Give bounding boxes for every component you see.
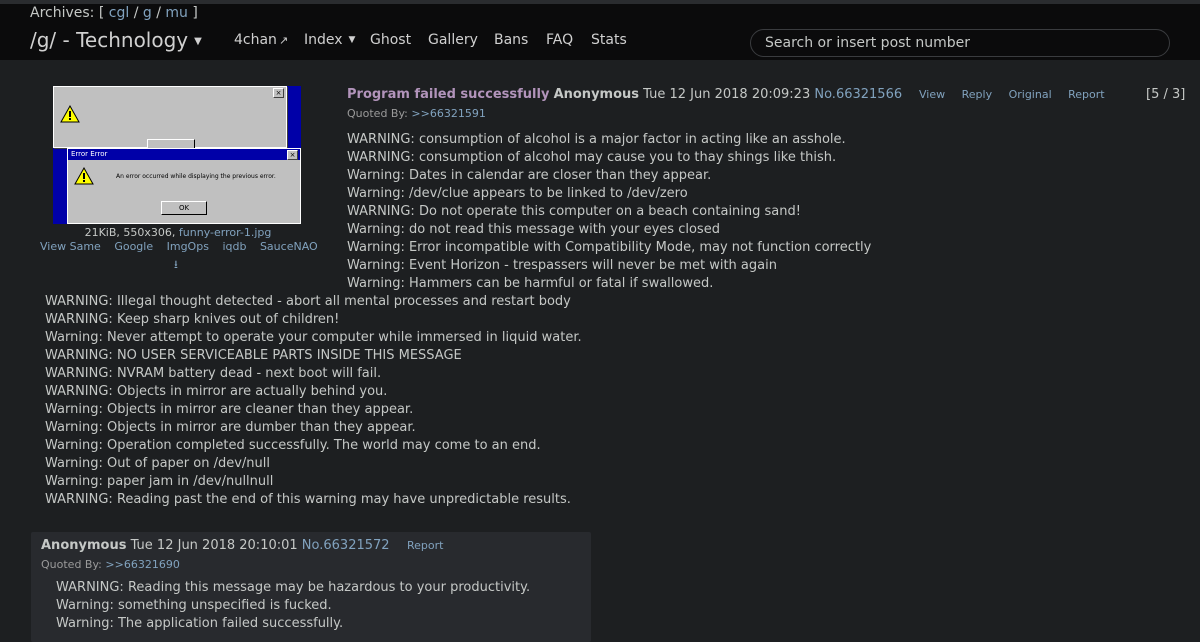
close-icon: × — [287, 150, 298, 160]
post-date: Tue 12 Jun 2018 20:10:01 — [130, 538, 298, 553]
post-subject: Program failed successfully — [347, 87, 550, 102]
message-line: Warning: Out of paper on /dev/null — [45, 456, 270, 471]
saucenao-link[interactable]: SauceNAO — [259, 240, 318, 253]
message-line: Warning: Operation completed successfully. The world may come to an end. — [45, 438, 541, 453]
search-input[interactable]: Search or insert post number — [750, 29, 1170, 57]
chevron-down-icon: ▼ — [194, 36, 202, 47]
nav-index[interactable]: Index ▼ — [304, 32, 356, 48]
download-icon[interactable]: ⭳ — [174, 258, 178, 271]
dialog-title: Error Error — [68, 149, 300, 160]
post-number-link[interactable]: No.66321566 — [814, 87, 903, 102]
quote-link[interactable]: >>66321591 — [411, 107, 486, 120]
nav-stats[interactable]: Stats — [591, 32, 627, 48]
imgops-link[interactable]: ImgOps — [166, 240, 209, 253]
quote-link[interactable]: >>66321690 — [105, 558, 180, 571]
nav-4chan[interactable]: 4chan ↗ — [234, 32, 289, 48]
report-button[interactable]: Report — [407, 539, 444, 552]
op-thumbnail[interactable] — [53, 86, 301, 224]
message-line: Warning: /dev/clue appears to be linked to /dev/zero — [347, 186, 688, 201]
message-line: Warning: Dates in calendar are closer than they appear. — [347, 168, 712, 183]
op-controls — [919, 88, 1118, 101]
nav-gallery[interactable]: Gallery — [428, 32, 478, 48]
nav-ghost[interactable]: Ghost — [370, 32, 412, 48]
op-message-bottom — [45, 293, 582, 509]
message-line: Warning: something unspecified is fucked. — [56, 598, 332, 613]
board-selector[interactable] — [30, 28, 202, 52]
warning-icon — [74, 167, 94, 185]
archives-prefix: Archives: [ — [30, 5, 105, 21]
file-info — [40, 226, 316, 239]
message-line: Warning: Objects in mirror are cleaner than they appear. — [45, 402, 414, 417]
original-button[interactable]: Original — [1008, 88, 1052, 101]
reply-counter: [5 / 3] — [1146, 87, 1186, 102]
op-header — [347, 87, 902, 102]
nav-bans[interactable]: Bans — [494, 32, 529, 48]
google-link[interactable]: Google — [114, 240, 154, 253]
reply-post — [31, 532, 591, 642]
warning-icon — [60, 105, 80, 123]
top-bar — [0, 0, 1200, 60]
reply-header — [41, 538, 390, 553]
reply-message — [56, 579, 530, 633]
view-same-link[interactable]: View Same — [40, 240, 101, 253]
message-line: WARNING: consumption of alcohol may cause you to thay shings like thish. — [347, 150, 837, 165]
iqdb-link[interactable]: iqdb — [222, 240, 247, 253]
message-line: Warning: paper jam in /dev/nullnull — [45, 474, 274, 489]
message-line: Warning: Event Horizon - trespassers will never be met with again — [347, 258, 777, 273]
archive-link-cgl[interactable]: cgl — [108, 5, 130, 21]
message-line: Warning: Never attempt to operate your computer while immersed in liquid water. — [45, 330, 582, 345]
file-name-link[interactable]: funny-error-1.jpg — [178, 226, 272, 239]
external-link-icon: ↗ — [278, 34, 289, 47]
message-line: Warning: Objects in mirror are dumber than they appear. — [45, 420, 416, 435]
op-message-top — [347, 131, 871, 293]
post-date: Tue 12 Jun 2018 20:09:23 — [643, 87, 811, 102]
message-line: Warning: do not read this message with your eyes closed — [347, 222, 720, 237]
quoted-by: Quoted By: >>66321690 — [41, 558, 180, 571]
image-search-links — [40, 240, 328, 253]
message-line: Warning: The application failed successfully. — [56, 616, 344, 631]
close-icon: × — [273, 88, 284, 98]
message-line: WARNING: Reading past the end of this warning may have unpredictable results. — [45, 492, 571, 507]
message-line: WARNING: Objects in mirror are actually behind you. — [45, 384, 388, 399]
poster-name: Anonymous — [41, 538, 127, 553]
archives-bar — [30, 5, 198, 21]
archive-sep: / — [133, 5, 139, 21]
file-meta: 21KiB, 550x306, — [84, 226, 176, 239]
archive-link-mu[interactable]: mu — [165, 5, 188, 21]
message-line: WARNING: NVRAM battery dead - next boot will fail. — [45, 366, 382, 381]
archive-link-g[interactable]: g — [142, 5, 152, 21]
message-line: Warning: Error incompatible with Compatibility Mode, may not function correctly — [347, 240, 872, 255]
message-line: WARNING: Illegal thought detected - abort all mental processes and restart body — [45, 294, 571, 309]
post-number-link[interactable]: No.66321572 — [301, 538, 390, 553]
nav-faq[interactable]: FAQ — [546, 32, 574, 48]
background-dialog — [53, 86, 287, 148]
message-line: Warning: Hammers can be harmful or fatal if swallowed. — [347, 276, 714, 291]
archives-suffix: ] — [192, 5, 198, 21]
quoted-by: Quoted By: >>66321591 — [347, 107, 486, 120]
chevron-down-icon: ▼ — [348, 35, 356, 45]
ok-button: OK — [161, 201, 207, 215]
view-button[interactable]: View — [919, 88, 946, 101]
message-line: WARNING: NO USER SERVICEABLE PARTS INSIDE THIS MESSAGE — [45, 348, 462, 363]
report-button[interactable]: Report — [1068, 88, 1105, 101]
board-title: /g/ - Technology — [30, 28, 189, 52]
dialog-message: An error occurred while displaying the previous error. — [116, 173, 276, 180]
error-dialog — [67, 148, 301, 224]
message-line: WARNING: Do not operate this computer on a beach containing sand! — [347, 204, 801, 219]
archive-sep: / — [156, 5, 161, 21]
poster-name: Anonymous — [553, 87, 640, 102]
reply-button[interactable]: Reply — [961, 88, 993, 101]
message-line: WARNING: Keep sharp knives out of children! — [45, 312, 340, 327]
message-line: WARNING: consumption of alcohol is a major factor in acting like an asshole. — [347, 132, 846, 147]
reply-controls — [407, 539, 456, 552]
message-line: WARNING: Reading this message may be hazardous to your productivity. — [56, 580, 531, 595]
